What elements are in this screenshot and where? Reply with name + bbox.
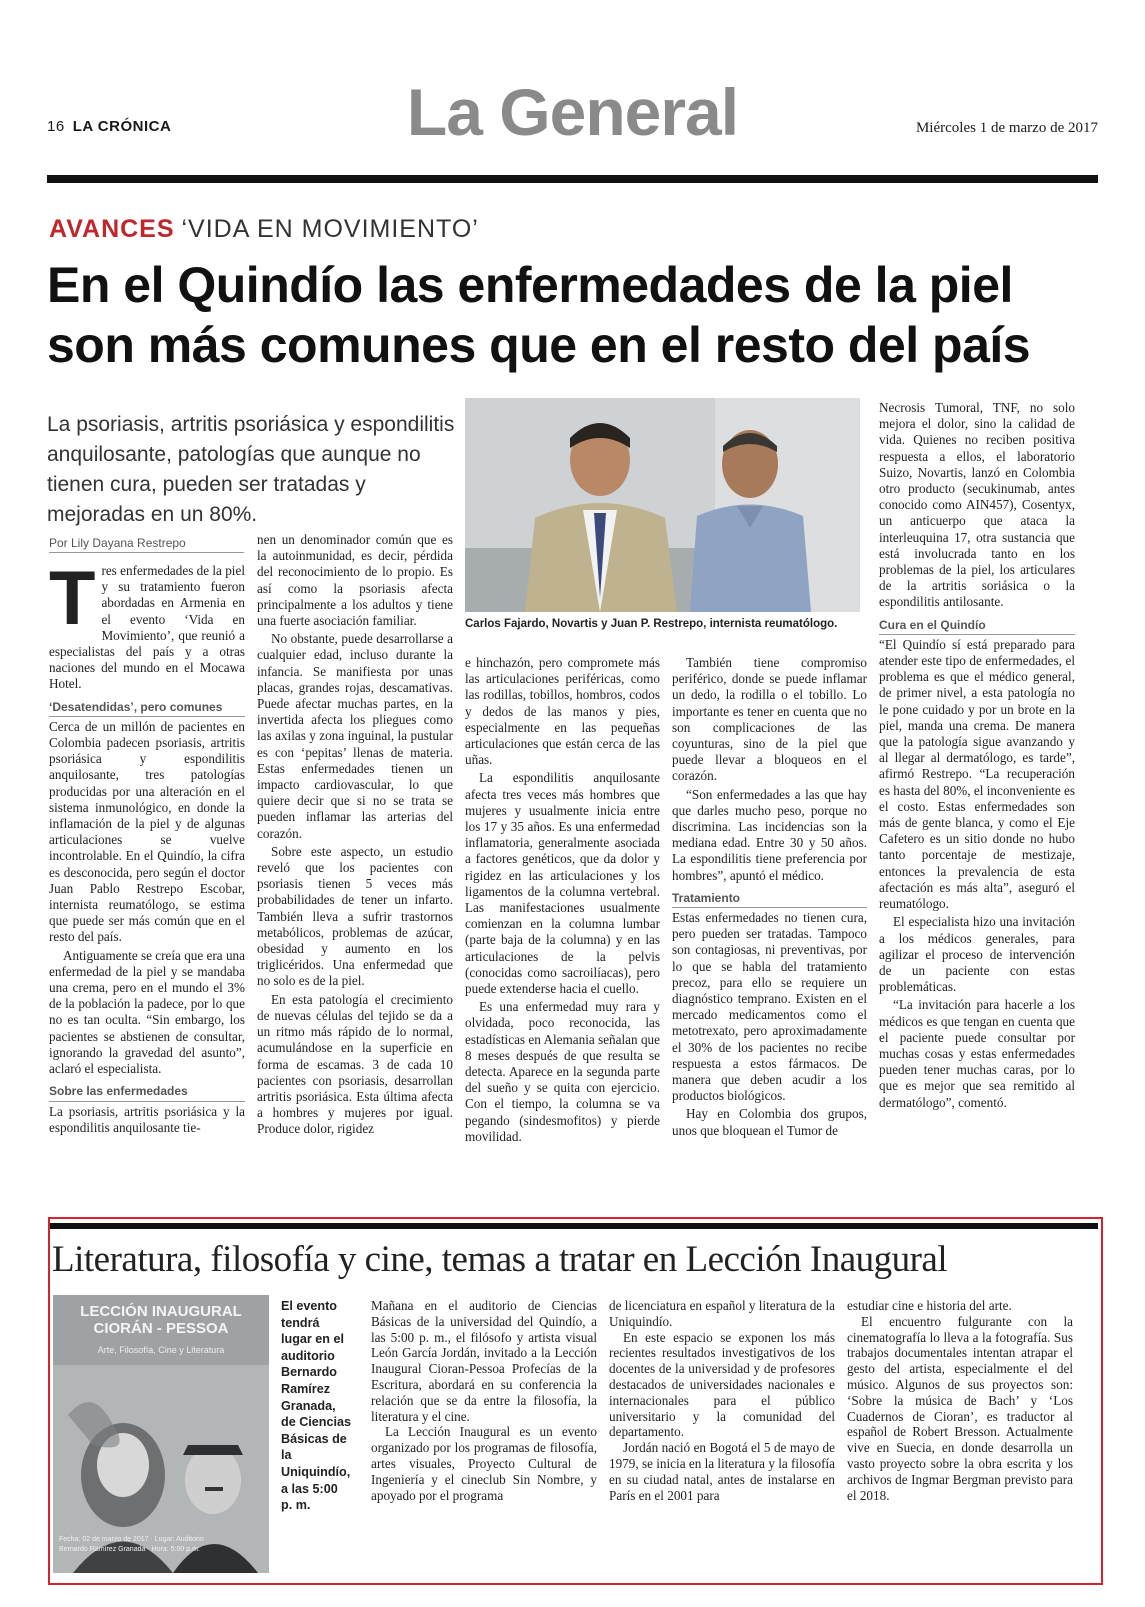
paragraph: Antiguamente se creía que era una enfermedad de la piel y se mandaba una crema, pero en el mundo el 3% de la población la padece, por lo que no es tan oculta. “Sin embargo, los pacientes se abstienen de consultar, ignorando la gravedad del asunto”, aclaró el especialista. xyxy=(49,947,245,1077)
page-number: 16 xyxy=(47,118,65,135)
paragraph: La espondilitis anquilosante afecta tres veces más hombres que mujeres y usualmente inicia entre los 17 y 35 años. Es una enfermedad inflamatoria, generalmente asociada a factores genéticos, que da dolor y rigidez en las articulaciones y los ligamentos de la columna vertebral. Las manifestaciones usualmente comienzan en la columna lumbar (parte baja de la columna) y en las articulaciones de la pelvis (conocidas como sacroilíacas), pero puede extenderse hacia el cuello. xyxy=(465,770,660,997)
photo-illustration xyxy=(465,398,860,612)
paragraph: Estas enfermedades no tienen cura, pero pueden ser tratadas. Tampoco son contagiosas, ni preventivas, por lo que se habla del tratamiento precoz, para ello se requiere un diagnóstico temprano. Existen en el mercado medicamentos como el metotrexato, pero aproximadamente el 30% de los pacientes no recibe respuesta a estos fármacos. De manera que deben acudir a los productos biológicos. xyxy=(672,910,867,1104)
newspaper-name: LA CRÓNICA xyxy=(72,118,172,135)
poster-title: LECCIÓN INAUGURAL CIORÁN - PESSOA xyxy=(80,1303,242,1337)
poster-details: Fecha: 02 de marzo de 2017 · Lugar: Auditorio Bernardo Ramírez Granada · Hora: 5:00 p.m. xyxy=(59,1536,204,1553)
paragraph: La psoriasis, artritis psoriásica y la espondilitis anquilosante tie- xyxy=(49,1103,245,1135)
paragraph: Cerca de un millón de pacientes en Colombia padecen psoriasis, artritis psoriásica y espondilitis anquilosante, tres patologías producidas por una alteración en el sistema inmunológico, en donde la inflamación de la piel y de algunas articulaciones se vuelve incontrolable. En el Quindío, la cifra es desconocida, pero según el doctor Juan Pablo Restrepo Escobar, internista reumatólogo, se estima que puede ser más común que en el resto del país. xyxy=(49,718,245,945)
paragraph: “La invitación para hacerle a los médicos es que tengan en cuenta que el paciente puede consultar por muchas cosas y estas enfermedades pueden tener muchas caras, por lo que es mejor que sea remitido al dermatólogo”, comentó. xyxy=(879,997,1075,1110)
paragraph: Mañana en el auditorio de Ciencias Básicas de la universidad del Quindío, a las 5:00 p. m., el filósofo y artista visual León García Jordán, invitado a la Lección Inaugural Cioran-Pessoa Profecías de la Escritura, abordará en su conferencia la relación que se da entre la filosofía, la literatura y el cine. xyxy=(371,1298,597,1424)
box-column-2 xyxy=(609,1298,835,1503)
box-headline: Literatura, filosofía y cine, temas a tratar en Lección Inaugural xyxy=(52,1239,948,1280)
kicker-text: ‘VIDA EN MOVIMIENTO’ xyxy=(181,215,479,243)
byline-rule xyxy=(49,552,244,553)
paragraph: La Lección Inaugural es un evento organizado por los programas de filosofía, artes visuales, Proyecto Cultural de Ingeniería y el cineclub Sin Nombre, y apoyado por el programa xyxy=(371,1424,597,1503)
subheading: ‘Desatendidas’, pero comunes xyxy=(49,699,245,717)
box-column-3 xyxy=(847,1298,1073,1503)
subheading: Cura en el Quindío xyxy=(879,617,1075,635)
article-column-1 xyxy=(49,556,245,1138)
event-poster xyxy=(53,1295,269,1573)
paragraph: nen un denominador común que es la autoinmunidad, es decir, pérdida del reconocimiento de lo propio. Es así como la psoriasis afecta principalmente a los adultos y tiene una fuerte asociación familiar. xyxy=(257,532,453,629)
paragraph: e hinchazón, pero compromete más las articulaciones periféricas, como las rodillas, tobillos, hombros, codos y dedos de las manos y pies, especialmente en las pequeñas articulaciones que están cerca de las uñas. xyxy=(465,655,660,768)
paragraph: Jordán nació en Bogotá el 5 de mayo de 1979, se inicia en la literatura y la filosofía en su ciudad natal, antes de instalarse en París en el 2001 para xyxy=(609,1440,835,1503)
paragraph: de licenciatura en español y literatura de la Uniquindío. xyxy=(609,1298,835,1329)
article-headline: En el Quindío las enfermedades de la piel son más comunes que en el resto del país xyxy=(47,257,1031,373)
paragraph: Tres enfermedades de la piel y su tratamiento fueron abordadas en Armenia en el evento ‘Vida en Movimiento’, que reunió a especialistas del país y a otras naciones del mundo en el Mocawa Hotel. xyxy=(49,556,245,692)
issue-date: Miércoles 1 de marzo de 2017 xyxy=(915,120,1098,136)
paragraph: “Son enfermedades a las que hay que darles mucho peso, porque no discrimina. Las incidencias son la mediana edad. Entre 30 y 50 años. La espondilitis tiene preferencia por hombres”, apuntó el médico. xyxy=(672,786,867,883)
box-rule xyxy=(50,1223,1098,1229)
paragraph: Hay en Colombia dos grupos, unos que bloquean el Tumor de xyxy=(672,1106,867,1138)
paragraph: estudiar cine e historia del arte. xyxy=(847,1298,1012,1313)
poster-subtitle: Arte, Filosofía, Cine y Literatura xyxy=(97,1345,225,1355)
paragraph: El encuentro fulgurante con la cinematografía lo lleva a la fotografía. Sus trabajos documentales intentan atrapar el gesto del artista, especialmente el del músico. Algunos de sus proyectos son: ‘Sobre la música de Bach’ y ‘Los Cuadernos de Cioran’, es traductor al español de Robert Bresson. Actualmente vive en Suecia, en donde desarrolla un vasto proyecto sobre la obra escrita y los archivos de Ingmar Bergman previsto para el 2018. xyxy=(847,1313,1073,1503)
byline: Por Lily Dayana Restrepo xyxy=(49,536,186,550)
event-info: El evento tendrá lugar en el auditorio Bernardo Ramírez Granada, de Ciencias Básicas de la Uniquindío, a las 5:00 p. m. xyxy=(281,1299,351,1513)
header-rule xyxy=(47,175,1098,183)
paragraph: “El Quindío sí está preparado para atender este tipo de enfermedades, el problema es que el médico general, de primer nivel, a esta patología no le pone cuidado y por un brote en la piel, manda una crema. De manera que la patología sigue avanzando y al llegar al dermatólogo, es tarde”, afirmó Restrepo. “La recuperación es hasta del 80%, el inconveniente es el costo. Estas enfermedades son más de gente blanca, y como el Eje Cafetero es un sitio donde no hubo tanto porcentaje de mestizaje, entonces la prevalencia de esta afectación es más alta”, aseguró el reumatólogo. xyxy=(879,636,1075,912)
article-deck: La psoriasis, artritis psoriásica y espondilitis anquilosante, patologías que aunque no tienen cura, pueden ser tratadas y mejoradas en un 80%. xyxy=(47,413,455,526)
subheading: Tratamiento xyxy=(672,890,867,908)
drop-cap: T xyxy=(49,556,96,641)
subheading: Sobre las enfermedades xyxy=(49,1083,245,1101)
article-column-5 xyxy=(879,400,1075,1113)
section-title: La General xyxy=(406,75,739,149)
paragraph: No obstante, puede desarrollarse a cualquier edad, incluso durante la infancia. Se manifiesta por unas placas, grandes rojas, descamativas. Puede afectar muchas partes, en la invertida afecta los pliegues como las axilas y zona inguinal, la pustular es con ‘pepitas’ llenas de materia. Estas enfermedades tienen un impacto cardiovascular, lo que quiere decir que si no se trata se pueden inflamar las arterias del corazón. xyxy=(257,631,453,841)
paragraph: También tiene compromiso periférico, donde se puede inflamar un dedo, la rodilla o el tobillo. Lo importante es tener en cuenta que no son complicaciones de las coyunturas, sino de la piel que puede llevar a bloqueos en el corazón. xyxy=(672,655,867,784)
paragraph: El especialista hizo una invitación a los médicos generales, para agilizar el proceso de intervención de un paciente con estas problemáticas. xyxy=(879,914,1075,995)
article-column-2 xyxy=(257,532,453,1140)
article-photo xyxy=(465,398,860,612)
paragraph: En este espacio se exponen los más recientes resultados investigativos de los docentes de la universidad y de profesores destacados de universidades nacionales e internacionales para el público universitario y la comunidad del departamento. xyxy=(609,1329,835,1440)
photo-caption: Carlos Fajardo, Novartis y Juan P. Restrepo, internista reumatólogo. xyxy=(465,618,838,630)
kicker-label: AVANCES xyxy=(49,215,175,243)
paragraph: Necrosis Tumoral, TNF, no solo mejora el dolor, sino la calidad de vida. Quienes no reciben positiva respuesta a ellos, el laboratorio Suizo, Novartis, lanzó en Colombia otro producto (secukinumab, antes conocido como AIN457), Cosentyx, un anticuerpo que ataca la interleuquina 17, otra sustancia que está involucrada tanto en los problemas de la piel, los articulares de la artritis soriásica o la espondilitis antilosante. xyxy=(879,400,1075,610)
article-column-4 xyxy=(672,655,867,1141)
box-column-1 xyxy=(371,1298,597,1503)
kicker xyxy=(49,215,479,244)
paragraph: Es una enfermedad muy rara y olvidada, poco reconocida, las estadísticas en Alemania señalan que 8 meses después de que resulta se detecta. Aparece en la segunda parte del sueño y se quita con ejercicio. Con el tiempo, la columna se va pegando (sindesmofitos) y pierde movilidad. xyxy=(465,999,660,1144)
paragraph: Sobre este aspecto, un estudio reveló que los pacientes con psoriasis tienen 5 veces más probabilidades de tener un infarto. También lleva a sufrir trastornos metabólicos, problemas de azúcar, obesidad y aumento en los triglicéridos. Una enfermedad que no solo es de la piel. xyxy=(257,843,453,989)
article-column-3 xyxy=(465,655,660,1147)
paragraph: En esta patología el crecimiento de nuevas células del tejido se da a un ritmo más rápido de lo normal, acumulándose en la superficie en forma de escamas. 3 de cada 10 pacientes con psoriasis, desarrollan artritis psoriásica. Esta última afecta a hombres y mujeres por igual. Produce dolor, rigidez xyxy=(257,991,453,1137)
